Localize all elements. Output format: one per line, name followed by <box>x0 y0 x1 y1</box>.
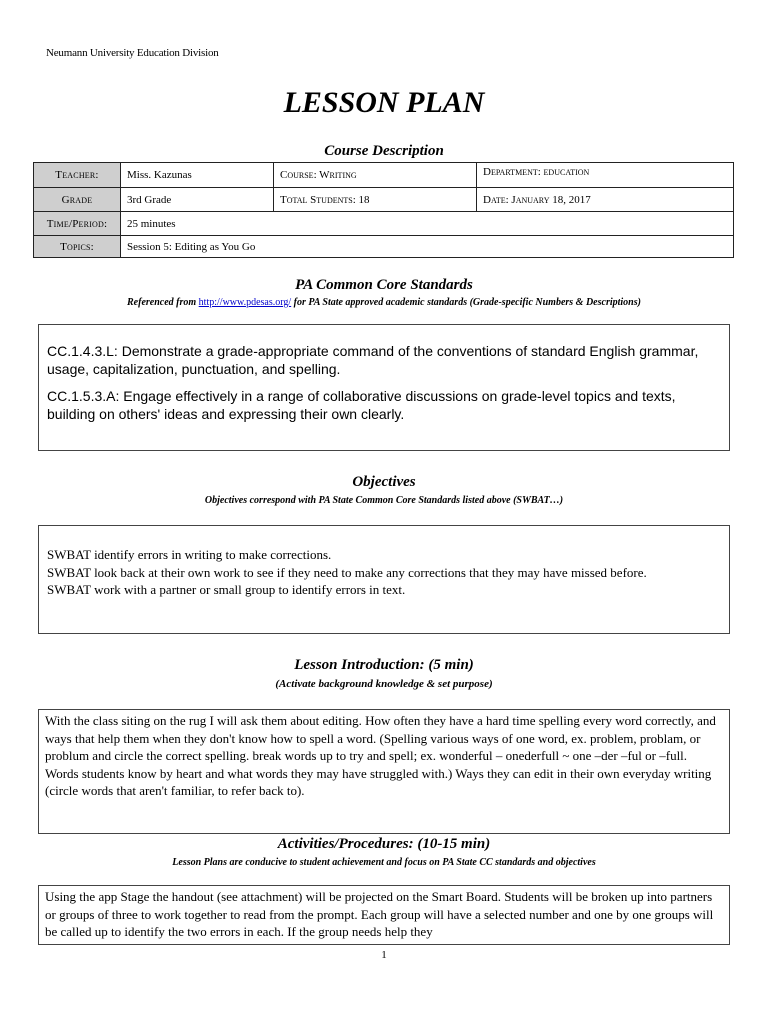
objective-item: SWBAT identify errors in writing to make corrections. <box>47 547 332 562</box>
page-title: LESSON PLAN <box>283 86 485 119</box>
introduction-text: With the class siting on the rug I will ask them about editing. How often they have a hard time spelling every word correctly, and ways that help them when they don't know how to spell a word. (Spelling various ways of one word, ex. problem, problam, or problum and circle the correct spelling. break words up to try and spell; ex. wonderful – onederfull ~ one –der –ful or –full. Words students know by heart and what words they may have struggled with.) Ways they can edit in their own everyday writing (circle words that aren't familiar, to refer back to). <box>45 713 716 799</box>
grade-label: Grade <box>34 188 121 212</box>
page-number: 1 <box>381 949 387 961</box>
topics-value: Session 5: Editing as You Go <box>121 236 734 258</box>
standards-sub-suffix: for PA State approved academic standards (Grade-specific Numbers & Descriptions) <box>293 297 641 308</box>
objectives-subheading: Objectives correspond with PA State Common Core Standards listed above (SWBAT…) <box>204 495 564 506</box>
introduction-box <box>38 709 730 834</box>
total-students: Total Students: 18 <box>274 188 477 212</box>
objective-item: SWBAT look back at their own work to see if they need to make any corrections that they may have missed before. <box>47 564 647 580</box>
time-label: Time/Period: <box>34 212 121 236</box>
course-label: Course: Writing <box>274 163 477 188</box>
organization-header: Neumann University Education Division <box>46 47 219 59</box>
grade-value: 3rd Grade <box>121 188 274 212</box>
department-label: Department: education <box>477 163 734 188</box>
objectives-box <box>38 525 730 634</box>
standards-box <box>38 324 730 451</box>
date-value: Date: January 18, 2017 <box>477 188 734 212</box>
objectives-heading: Objectives <box>352 474 416 490</box>
introduction-heading: Lesson Introduction: (5 min) <box>294 657 474 673</box>
standard-item: CC.1.5.3.A: Engage effectively in a range of collaborative discussions on grade-level topics and texts, building on others' ideas and expressing their own clearly. <box>47 388 676 422</box>
objective-item: SWBAT work with a partner or small group to identify errors in text. <box>47 582 406 597</box>
teacher-value: Miss. Kazunas <box>121 163 274 188</box>
activities-box <box>38 885 730 945</box>
introduction-subheading: (Activate background knowledge & set purpose) <box>275 678 493 690</box>
time-value: 25 minutes <box>121 212 734 236</box>
activities-subheading: Lesson Plans are conducive to student achievement and focus on PA State CC standards and objectives <box>172 857 596 868</box>
standard-item: CC.1.4.3.L: Demonstrate a grade-appropriate command of the conventions of standard English grammar, usage, capitalization, punctuation, and spelling. <box>47 343 699 377</box>
pdesas-link[interactable]: http://www.pdesas.org/ <box>198 297 292 308</box>
topics-label: Topics: <box>34 236 121 258</box>
standards-subheading <box>0 297 768 308</box>
course-table <box>33 162 734 258</box>
activities-heading: Activities/Procedures: (10-15 min) <box>277 836 491 852</box>
activities-text: Using the app Stage the handout (see attachment) will be projected on the Smart Board. Students will be broken up into partners or groups of three to work together to read from the prompt. Each group will have a selected number and one by one groups will be called up to identify the two errors in each. If the group needs help they <box>45 889 714 940</box>
teacher-label: Teacher: <box>34 163 121 188</box>
standards-sub-prefix: Referenced from <box>127 297 197 308</box>
course-description-heading: Course Description <box>324 143 444 159</box>
standards-heading: PA Common Core Standards <box>295 277 473 293</box>
